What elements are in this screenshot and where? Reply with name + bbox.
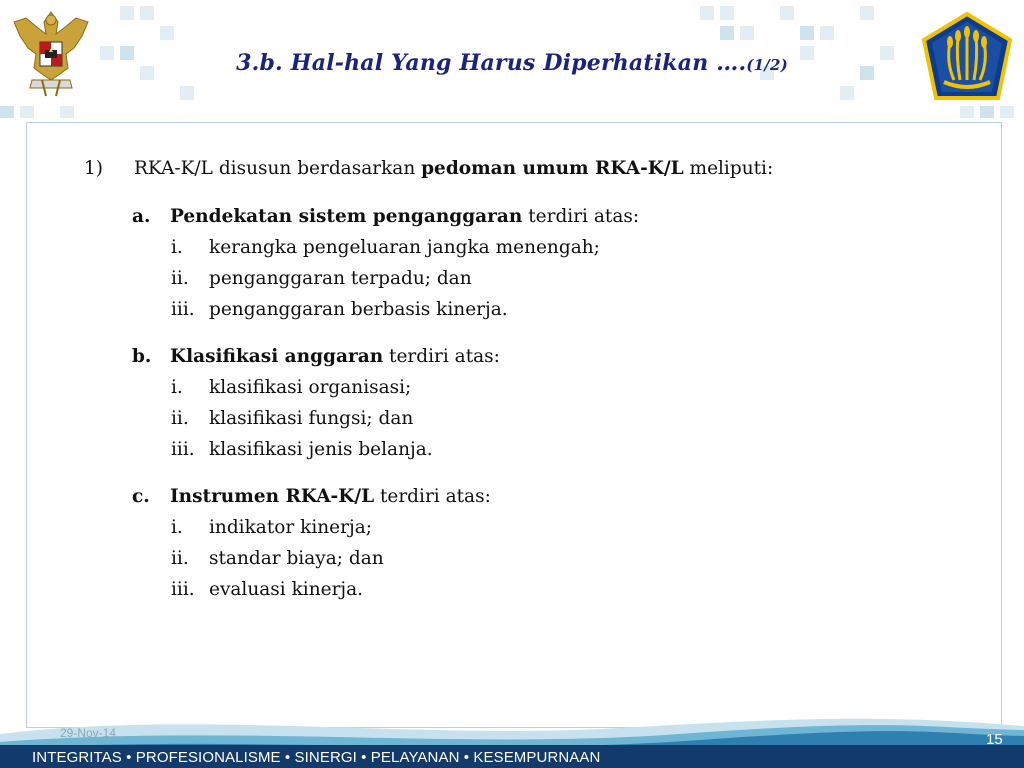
list-item-text: klasifikasi organisasi; <box>209 377 412 398</box>
point-text-before: RKA-K/L disusun berdasarkan <box>134 158 422 179</box>
roman-numeral: ii. <box>171 408 189 429</box>
list-item-text: penganggaran terpadu; dan <box>209 268 472 289</box>
list-item <box>171 579 363 600</box>
section-letter: c. <box>132 486 150 507</box>
list-item-text: klasifikasi jenis belanja. <box>209 439 433 460</box>
roman-numeral: i. <box>171 237 183 258</box>
section-heading: Klasifikasi anggaran <box>170 346 384 367</box>
section-suffix: terdiri atas: <box>374 486 491 507</box>
section-heading: Instrumen RKA-K/L <box>170 486 375 507</box>
section-b <box>132 346 500 367</box>
point-text-bold: pedoman umum RKA-K/L <box>421 158 684 179</box>
roman-numeral: i. <box>171 377 183 398</box>
point-text-after: meliputi: <box>683 158 774 179</box>
roman-numeral: i. <box>171 517 183 538</box>
title-suffix: (1/2) <box>746 56 788 74</box>
list-item <box>171 548 384 569</box>
list-item <box>171 237 600 258</box>
section-suffix: terdiri atas: <box>522 206 640 227</box>
slide-title <box>0 50 1024 76</box>
slide-date: 29-Nov-14 <box>60 726 117 740</box>
section-letter: a. <box>132 206 151 227</box>
section-heading: Pendekatan sistem penganggaran <box>170 206 523 227</box>
list-item-text: klasifikasi fungsi; dan <box>209 408 414 429</box>
list-item <box>171 517 372 538</box>
point-text <box>134 158 773 179</box>
list-item <box>171 268 472 289</box>
list-item-text: evaluasi kinerja. <box>209 579 364 600</box>
title-main: 3.b. Hal-hal Yang Harus Diperhatikan …. <box>236 50 747 76</box>
list-item <box>171 299 508 320</box>
roman-numeral: ii. <box>171 548 189 569</box>
list-item <box>171 377 411 398</box>
list-item <box>171 408 413 429</box>
page-number: 15 <box>986 731 1003 748</box>
list-item-text: indikator kinerja; <box>209 517 372 538</box>
section-c <box>132 486 491 507</box>
list-item-text: standar biaya; dan <box>209 548 384 569</box>
roman-numeral: iii. <box>171 579 195 600</box>
roman-numeral: ii. <box>171 268 189 289</box>
roman-numeral: iii. <box>171 299 195 320</box>
section-letter: b. <box>132 346 152 367</box>
list-item <box>171 439 433 460</box>
footer-motto: INTEGRITAS • PROFESIONALISME • SINERGI • PELAYANAN • KESEMPURNAAN <box>32 749 601 766</box>
point-number: 1) <box>84 158 103 179</box>
roman-numeral: iii. <box>171 439 195 460</box>
list-item-text: kerangka pengeluaran jangka menengah; <box>209 237 600 258</box>
list-item-text: penganggaran berbasis kinerja. <box>209 299 508 320</box>
section-suffix: terdiri atas: <box>383 346 500 367</box>
section-a <box>132 206 639 227</box>
